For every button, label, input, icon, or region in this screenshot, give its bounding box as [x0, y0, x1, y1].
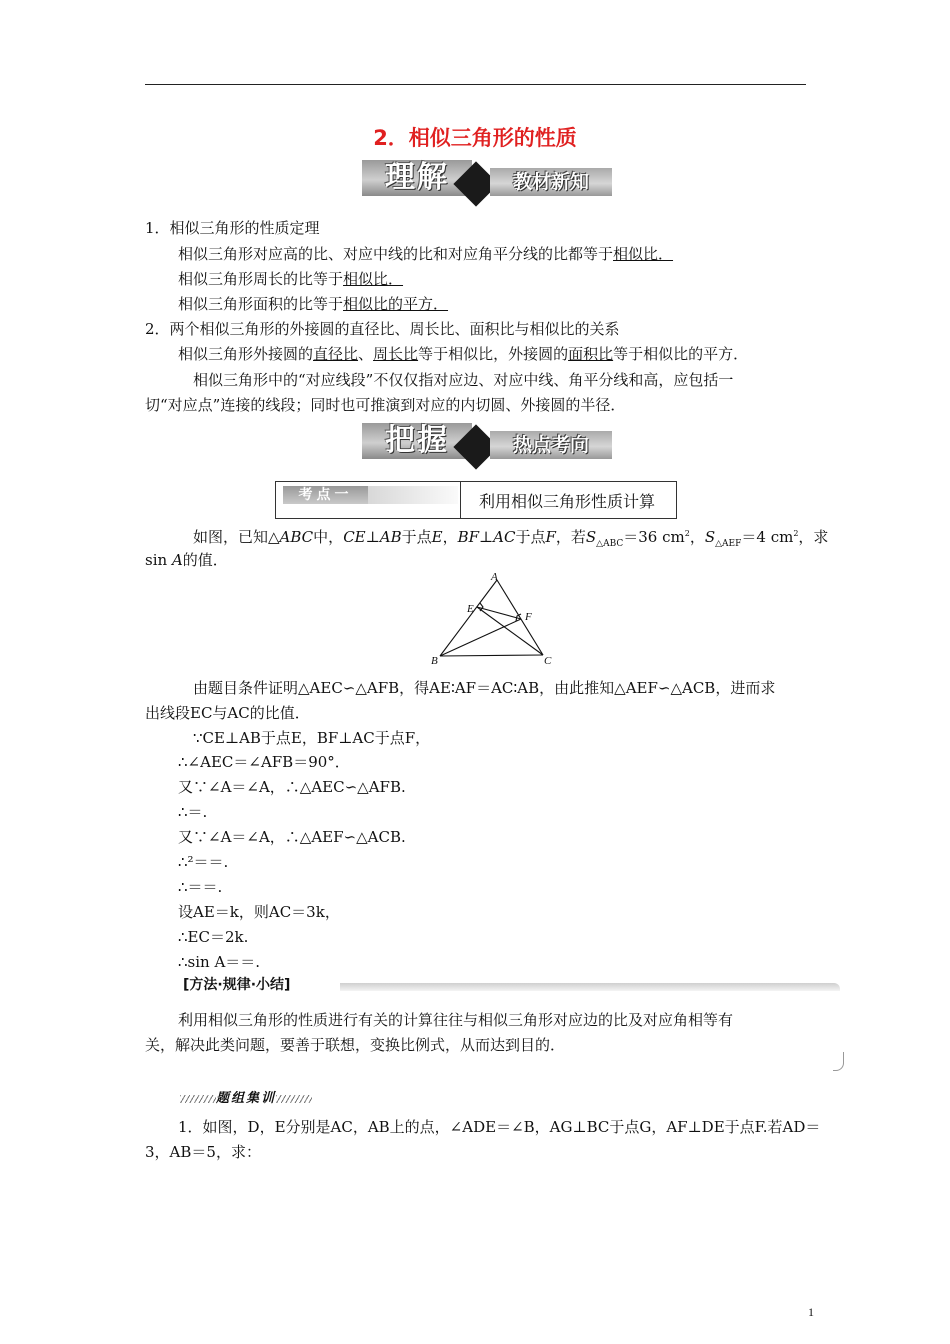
segment-bf [440, 619, 521, 656]
solution-line: ∴sin A＝＝. [178, 953, 261, 971]
banner-sub-text: 教材新知 [490, 168, 612, 196]
banner-understand [362, 158, 622, 202]
item1-line3: 相似三角形面积的比等于相似比的平方． [178, 295, 449, 313]
banner-main-text: 理解 [362, 160, 472, 196]
side-ab [440, 580, 497, 656]
topic-tag: 考点一 [283, 486, 368, 504]
label-a: A [491, 571, 498, 583]
item1-line1: 相似三角形对应高的比、对应中线的比和对应角平分线的比都等于相似比． [178, 245, 674, 263]
label-b: B [431, 655, 438, 667]
solution-line: ∴＝＝. [178, 878, 223, 896]
item2-line: 相似三角形外接圆的直径比、周长比等于相似比，外接圆的面积比等于相似比的平方． [178, 345, 749, 363]
solution-line: ∵CE⊥AB于点E，BF⊥AC于点F， [193, 729, 431, 747]
top-rule [145, 84, 806, 85]
method-line1: 利用相似三角形的性质进行有关的计算往往与相似三角形对应边的比及对应角相等有 [178, 1011, 734, 1029]
item2-heading: 2．两个相似三角形的外接圆的直径比、周长比、面积比与相似比的关系 [145, 320, 620, 338]
hatch-icon [180, 1095, 216, 1103]
right-angle-e [480, 603, 483, 611]
side-ac [497, 580, 543, 655]
banner-sub-text: 热点考向 [490, 431, 612, 459]
topic-separator [460, 482, 461, 518]
topic-tag-fade [368, 486, 458, 504]
triangle-figure [425, 568, 565, 670]
page-title: 2．相似三角形的性质 [373, 126, 577, 150]
solution-line: ∴∠AEC＝∠AFB＝90°． [178, 753, 350, 771]
method-header [145, 977, 845, 994]
topic-text: 利用相似三角形性质计算 [479, 492, 656, 511]
label-e: E [467, 603, 474, 615]
solution-line: ∴＝. [178, 803, 208, 821]
hatch-icon [276, 1095, 312, 1103]
banner-main-text: 把握 [362, 423, 472, 459]
exercise-line1: 1．如图，D，E分别是AC，AB上的点，∠ADE＝∠B，AG⊥BC于点G，AF⊥DE于点F.若AD＝ [178, 1118, 821, 1136]
note-line2: 切“对应点”连接的线段；同时也可推演到对应的内切圆、外接圆的半径． [145, 396, 626, 414]
exercise-line2: 3，AB＝5，求： [145, 1143, 261, 1161]
segment-ce [477, 607, 543, 655]
method-header-bar [340, 983, 840, 991]
page-number: 1 [808, 1305, 814, 1319]
topic-box [275, 481, 677, 519]
note-line1: 相似三角形中的“对应线段”不仅仅指对应边、对应中线、角平分线和高，应包括一 [193, 371, 734, 389]
analysis-line2: 出线段EC与AC的比值． [145, 704, 310, 722]
solution-line: 又∵∠A＝∠A，∴△AEC∽△AFB. [178, 778, 406, 796]
method-label: [方法·规律·小结] [183, 974, 292, 994]
method-end-bracket [833, 1052, 844, 1071]
item1-line2: 相似三角形周长的比等于相似比． [178, 270, 404, 288]
side-bc [440, 655, 543, 656]
label-c: C [544, 655, 552, 667]
item1-heading: 1．相似三角形的性质定理 [145, 219, 320, 237]
problem-line1: 如图，已知△ABC中，CE⊥AB于点E，BF⊥AC于点F，若$S_{\triangle ABC}=36$ $cm^2$，$S_{\triangle AEF}=4$ $cm^2$，求 [193, 528, 829, 549]
label-f: F [525, 611, 532, 623]
solution-line: ∴EC＝2k. [178, 928, 249, 946]
method-line2: 关，解决此类问题，要善于联想，变换比例式，从而达到目的． [145, 1036, 566, 1054]
analysis-line1: 由题目条件证明△AEC∽△AFB，得AE∶AF＝AC∶AB，由此推知△AEF∽△ACB，进而求 [193, 679, 776, 697]
banner-master [362, 421, 622, 465]
solution-line: ∴²＝＝. [178, 853, 229, 871]
exercise-group-header: 题组集训 [180, 1087, 312, 1106]
problem-line2: sin A的值． [145, 551, 228, 569]
solution-line: 设AE＝k，则AC＝3k， [178, 903, 340, 921]
solution-line: 又∵∠A＝∠A，∴△AEF∽△ACB. [178, 828, 406, 846]
